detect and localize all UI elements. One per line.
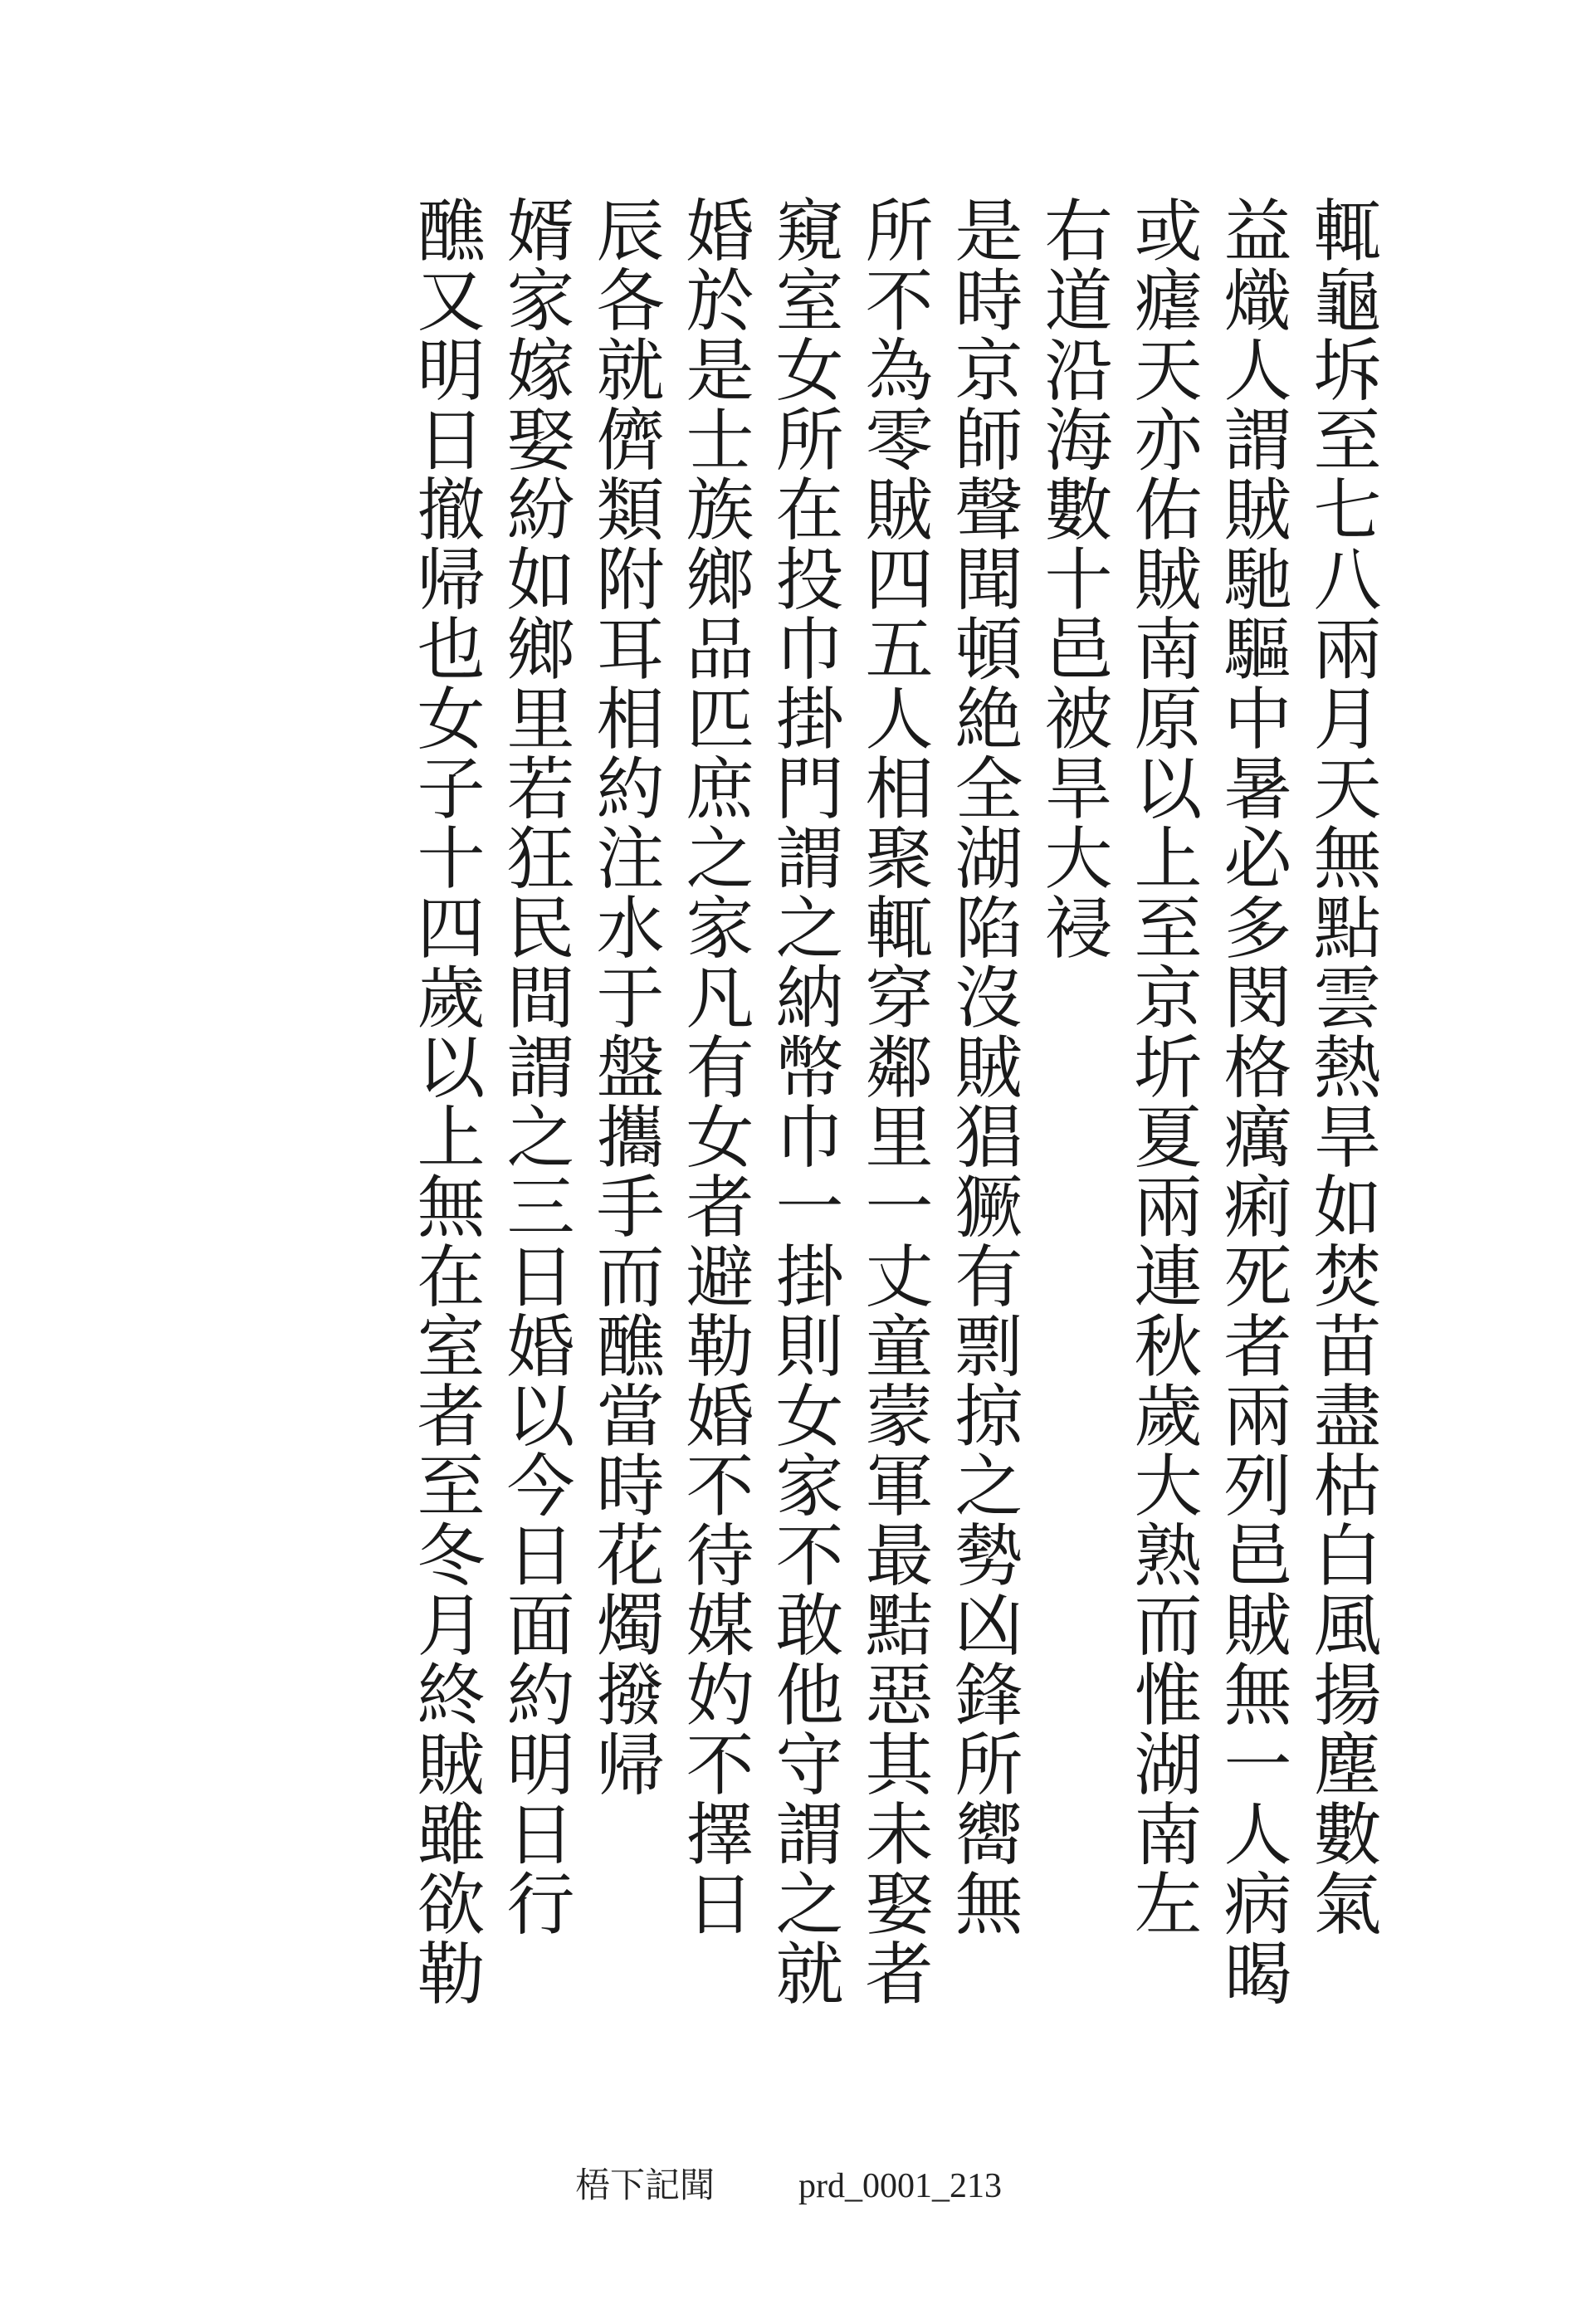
text-column-3: 或瘧天亦佑賊南原以上至京圻夏兩連秋歲大熟而惟湖南左 (1123, 195, 1202, 1938)
text-column-4: 右道沿海數十邑被旱大祲 (1033, 195, 1112, 962)
text-column-10: 婿家嫁娶紛如鄉里若狂民間謂之三日婚以今日面約明日行 (496, 195, 574, 1938)
book-title: 梧下記聞 (574, 2167, 715, 2205)
page-footer (0, 2158, 1577, 2208)
text-column-2: 益熾人謂賊馳驅中暑必多閔格癘痢死者兩列邑賊無一人病暍 (1213, 195, 1291, 2008)
text-column-11: 醮又明日撤帰也女子十四歲以上無在室者至冬月終賊雖欲勒 (406, 195, 485, 2008)
text-column-5: 是時京師聲聞頓絶全湖陷沒賊猖獗有剽掠之勢凶鋒所嚮無 (944, 195, 1023, 1938)
text-column-1: 輒龜坼至七八兩月天無點雲熱旱如焚苗盡枯白風揚塵數氣 (1302, 195, 1381, 1938)
text-column-6: 所不為零賊四五人相聚輒穿鄰里一丈童蒙軍最黠惡其未娶者 (854, 195, 933, 2008)
text-column-9: 辰各就儕類附耳相約注水于盤攜手而醮當時花燭撥帰 (585, 195, 664, 1799)
text-column-7: 窺室女所在投巾掛門謂之納幣巾一掛則女家不敢他守謂之就 (764, 195, 843, 2008)
page-identifier: prd_0001_213 (798, 2167, 1002, 2205)
text-column-8: 婚於是士族鄉品匹庶之家凡有女者避勒婚不待媒妁不擇日 (675, 195, 754, 1938)
